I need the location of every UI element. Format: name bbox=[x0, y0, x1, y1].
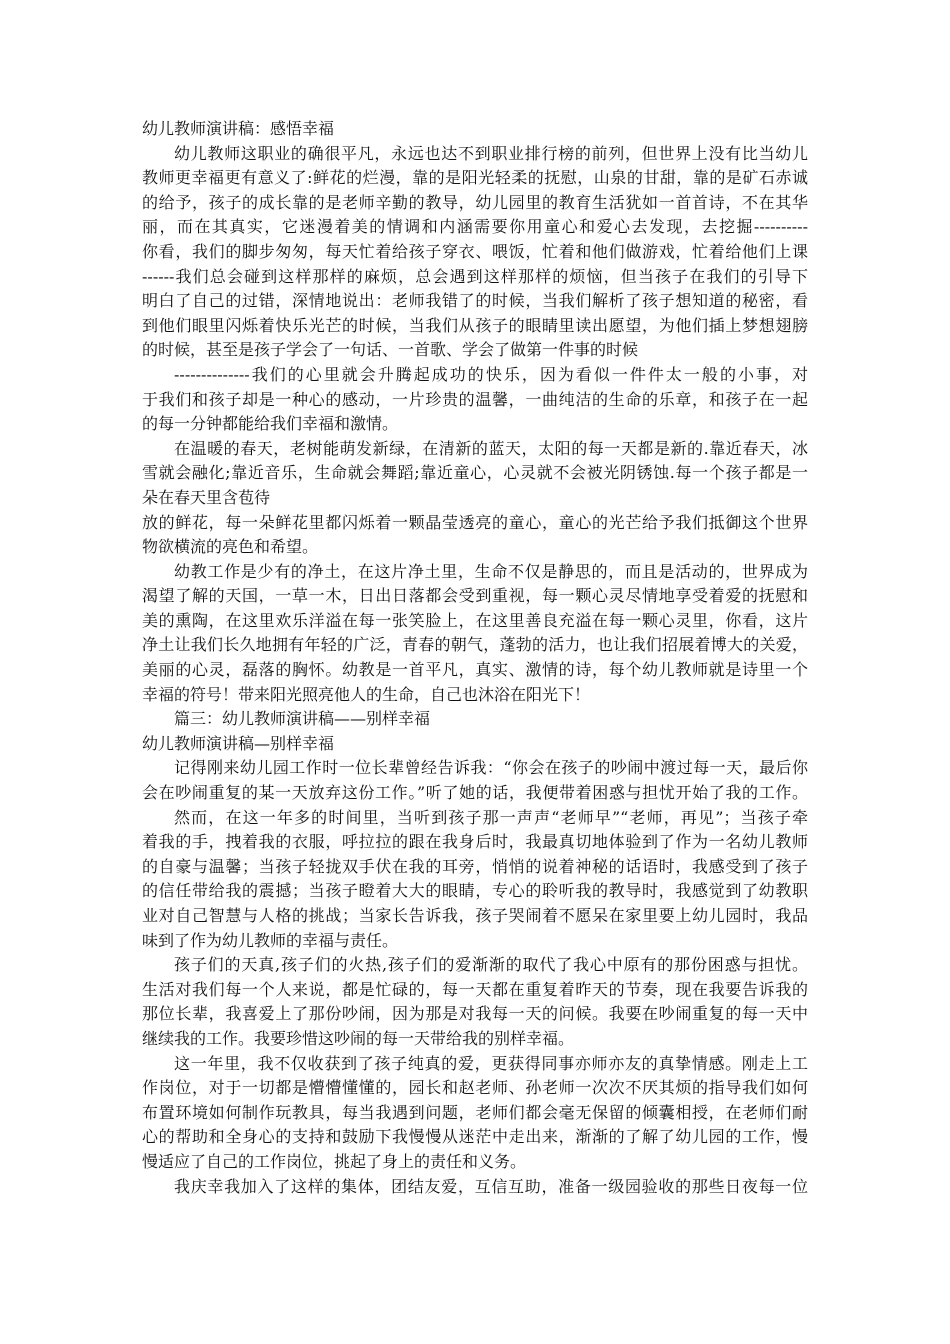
text-line: 教师更幸福更有意义了:鲜花的烂漫，靠的是阳光轻柔的抚慰，山泉的甘甜，靠的是矿石赤诚 bbox=[142, 168, 808, 188]
text-line: 你看，我们的脚步匆匆，每天忙着给孩子穿衣、喂饭，忙着和他们做游戏，忙着给他们上课 bbox=[142, 241, 808, 261]
text-line: 雪就会融化;靠近音乐，生命就会舞蹈;靠近童心，心灵就不会被光阴锈蚀.每一个孩子都是一 bbox=[142, 463, 808, 483]
text-line: 记得刚来幼儿园工作时一位长辈曾经告诉我：“你会在孩子的吵闹中渡过每一天，最后你 bbox=[174, 758, 808, 778]
text-line: 的给予，孩子的成长靠的是老师辛勤的教导，幼儿园里的教育生活犹如一首首诗，不在其华 bbox=[142, 192, 808, 212]
text-line: 美丽的心灵，磊落的胸怀。幼教是一首平凡，真实、激情的诗，每个幼儿教师就是诗里一个 bbox=[142, 660, 808, 680]
text-line: 的信任带给我的震撼；当孩子瞪着大大的眼睛，专心的聆听我的教导时，我感觉到了幼教职 bbox=[142, 881, 808, 901]
text-line: ------我们总会碰到这样那样的麻烦，总会遇到这样那样的烦恼，但当孩子在我们的引导下 bbox=[142, 266, 808, 286]
text-line: 渴望了解的天国，一草一木，日出日落都会受到重视，每一颗心灵尽情地享受着爱的抚慰和 bbox=[142, 586, 808, 606]
text-line: 丽，而在其真实，它迷漫着美的情调和内涵需要你用童心和爱心去发现，去挖掘---------- bbox=[142, 217, 808, 237]
text-line: 明白了自己的过错，深情地说出：老师我错了的时候，当我们解析了孩子想知道的秘密，看 bbox=[142, 291, 808, 311]
text-line: 生活对我们每一个人来说，都是忙碌的，每一天都在重复着昨天的节奏，现在我要告诉我的 bbox=[142, 979, 808, 999]
text-line: 慢适应了自己的工作岗位，挑起了身上的责任和义务。 bbox=[142, 1151, 527, 1171]
text-line: 我庆幸我加入了这样的集体，团结友爱，互信互助，准备一级园验收的那些日夜每一位 bbox=[174, 1176, 808, 1196]
text-line: 幼儿教师演讲稿—别样幸福 bbox=[142, 733, 335, 753]
text-line: 物欲横流的亮色和希望。 bbox=[142, 537, 319, 557]
text-line: 朵在春天里含苞待 bbox=[142, 487, 271, 507]
text-line: 美的熏陶，在这里欢乐洋溢在每一张笑脸上，在这里善良充溢在每一颗心灵里，你看，这片 bbox=[142, 610, 808, 630]
text-line: 的时候，甚至是孩子学会了一句话、一首歌、学会了做第一件事的时候 bbox=[142, 340, 639, 360]
document-page bbox=[142, 117, 808, 1199]
text-line: --------------我们的心里就会升腾起成功的快乐，因为看似一件件太一般的小事，对 bbox=[174, 364, 808, 384]
text-line: 这一年里，我不仅收获到了孩子纯真的爱，更获得同事亦师亦友的真挚情感。刚走上工 bbox=[174, 1053, 808, 1073]
text-line: 味到了作为幼儿教师的幸福与责任。 bbox=[142, 930, 399, 950]
text-line: 的自豪与温馨；当孩子轻拢双手伏在我的耳旁，悄悄的说着神秘的话语时，我感受到了孩子 bbox=[142, 856, 808, 876]
text-line: 然而，在这一年多的时间里，当听到孩子那一声声“老师早”“老师，再见”；当孩子牵 bbox=[174, 807, 808, 827]
text-line: 心的帮助和全身心的支持和鼓励下我慢慢从迷茫中走出来，渐渐的了解了幼儿园的工作，慢 bbox=[142, 1127, 808, 1147]
text-line: 篇三：幼儿教师演讲稿——别样幸福 bbox=[174, 709, 431, 729]
text-line: 净土让我们长久地拥有年轻的广泛，青春的朝气，蓬勃的活力，也让我们招展着博大的关爱， bbox=[142, 635, 808, 655]
text-line: 的每一分钟都能给我们幸福和激情。 bbox=[142, 414, 399, 434]
text-line: 到他们眼里闪烁着快乐光芒的时候，当我们从孩子的眼睛里读出愿望，为他们插上梦想翅膀 bbox=[142, 315, 808, 335]
text-line: 继续我的工作。我要珍惜这吵闹的每一天带给我的别样幸福。 bbox=[142, 1028, 575, 1048]
text-line: 着我的手，拽着我的衣服，呼拉拉的跟在我身后时，我最真切地体验到了作为一名幼儿教师 bbox=[142, 832, 808, 852]
text-line: 幼儿教师演讲稿：感悟幸福 bbox=[142, 119, 335, 138]
text-line: 在温暖的春天，老树能萌发新绿，在清新的蓝天，太阳的每一天都是新的.靠近春天，冰 bbox=[174, 438, 808, 458]
text-line: 布置环境如何制作玩教具，每当我遇到问题，老师们都会毫无保留的倾囊相授，在老师们耐 bbox=[142, 1102, 808, 1122]
text-line: 那位长辈，我喜爱上了那份吵闹，因为那是对我每一天的问候。我要在吵闹重复的每一天中 bbox=[142, 1004, 808, 1024]
text-line: 幸福的符号！带来阳光照亮他人的生命，自己也沐浴在阳光下！ bbox=[142, 684, 591, 704]
text-line: 会在吵闹重复的某一天放弃这份工作。”听了她的话，我便带着困惑与担忧开始了我的工作。 bbox=[142, 783, 808, 803]
text-line: 幼儿教师这职业的确很平凡，永远也达不到职业排行榜的前列，但世界上没有比当幼儿 bbox=[174, 143, 808, 163]
text-line: 幼教工作是少有的净土，在这片净土里，生命不仅是静思的，而且是活动的，世界成为 bbox=[174, 561, 808, 581]
text-line: 孩子们的天真,孩子们的火热,孩子们的爱渐渐的取代了我心中原有的那份困惑与担忧。 bbox=[174, 955, 808, 975]
text-line: 放的鲜花，每一朵鲜花里都闪烁着一颗晶莹透亮的童心，童心的光芒给予我们抵御这个世界 bbox=[142, 512, 808, 532]
text-line: 作岗位，对于一切都是懵懵懂懂的，园长和赵老师、孙老师一次次不厌其烦的指导我们如何 bbox=[142, 1078, 808, 1098]
text-line: 于我们和孩子却是一种心的感动，一片珍贵的温馨，一曲纯洁的生命的乐章，和孩子在一起 bbox=[142, 389, 808, 409]
text-line: 业对自己智慧与人格的挑战；当家长告诉我，孩子哭闹着不愿呆在家里要上幼儿园时，我品 bbox=[142, 906, 808, 925]
